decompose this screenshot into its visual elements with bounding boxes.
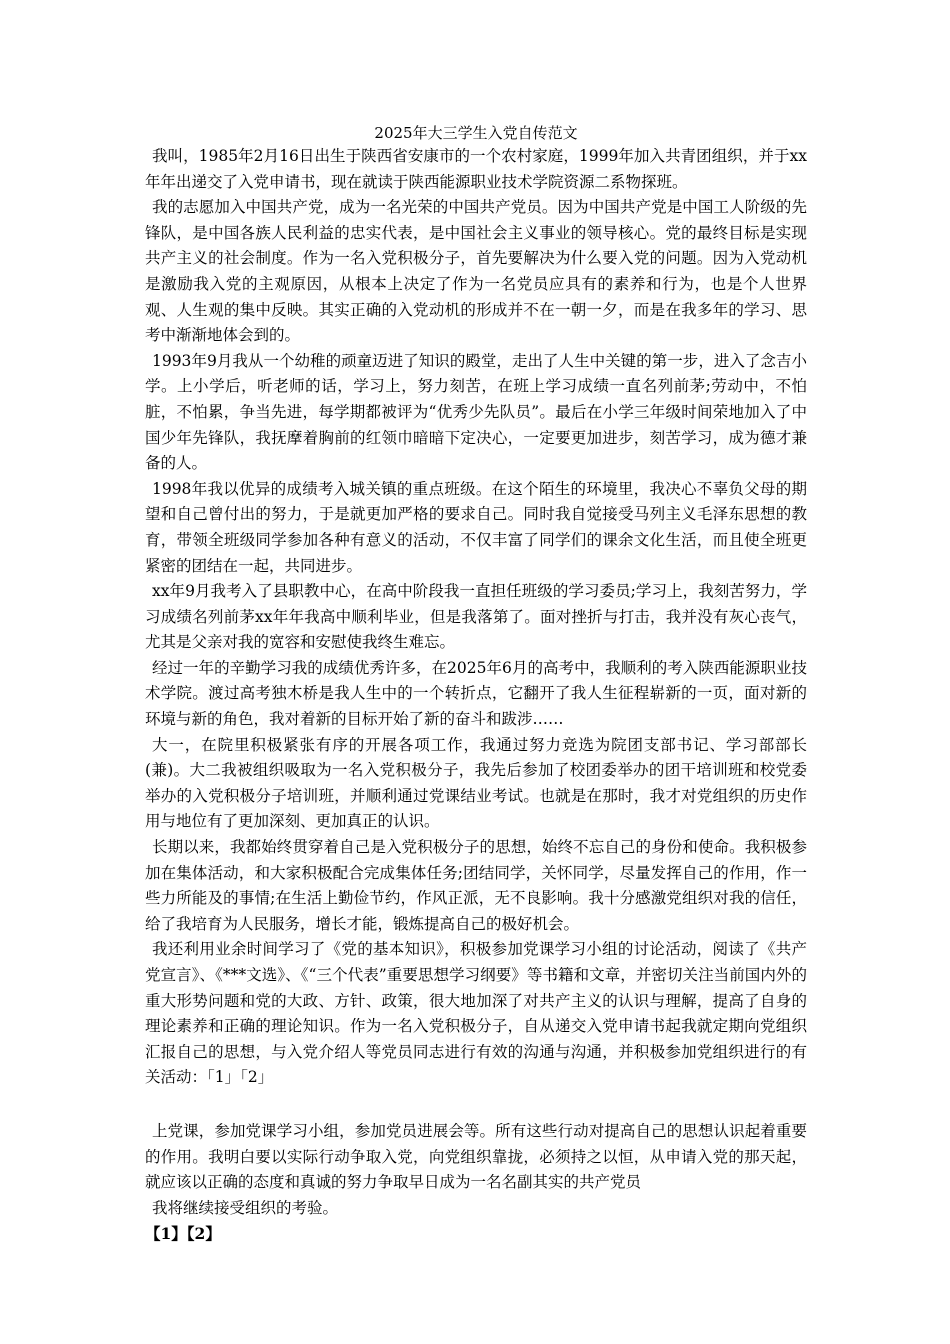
paragraph-continuation: 上党课，参加党课学习小组，参加党员进展会等。所有这些行动对提高自己的思想认识起着重要的作用。我明白要以实际行动争取入党，向党组织靠拢，必须持之以恒，从申请入党的那天起，就应该以正确的态度和真诚的努力争取早日成为一名名副其实的共产党员 (145, 1121, 807, 1192)
pagination (145, 1221, 807, 1247)
paragraph-aspiration: 我的志愿加入中国共产党，成为一名光荣的中国共产党员。因为中国共产党是中国工人阶级的先锋队，是中国各族人民利益的忠实代表，是中国社会主义事业的领导核心。党的最终目标是实现共产主义的社会制度。作为一名入党积极分子，首先要解决为什么要入党的问题。因为入党动机是激励我入党的主观原因，从根本上决定了作为一名党员应具有的素养和行为，也是个人世界观、人生观的集中反映。其实正确的入党动机的形成并不在一朝一夕，而是在我多年的学习、思考中渐渐地体会到的。 (145, 198, 807, 345)
paragraph-study: 我还利用业余时间学习了《党的基本知识》，积极参加党课学习小组的讨论活动，阅读了《共产党宣言》、《***文选》、《“三个代表”重要思想学习纲要》等书籍和文章，并密切关注当前国内外的重大形势问题和党的大政、方针、政策，很大地加深了对共产主义的认识与理解，提高了自身的理论素养和正确的理论知识。作为一名入党积极分子，自从递交入党申请书起我就定期向党组织汇报自己的思想，与入党介绍人等党员同志进行有效的沟通与沟通，并积极参加党组织进行的有关活动：「1」「2」 (145, 940, 807, 1087)
paragraph-college-entry: 经过一年的辛勤学习我的成绩优秀许多，在2025年6月的高考中，我顺利的考入陕西能源职业技术学院。渡过高考独木桥是我人生中的一个转折点，它翻开了我人生征程崭新的一页，面对新的环境与新的角色，我对着新的目标开始了新的奋斗和跋涉…… (145, 658, 807, 729)
paragraph-middle-school: 1998年我以优异的成绩考入城关镇的重点班级。在这个陌生的环境里，我决心不辜负父母的期望和自己曾付出的努力，于是就更加严格的要求自己。同时我自觉接受马列主义毛泽东思想的教育，带领全班级同学参加各种有意义的活动，不仅丰富了同学们的课余文化生活，而且使全班更紧密的团结在一起，共同进步。 (145, 479, 807, 575)
paragraph-primary-school: 1993年9月我从一个幼稚的顽童迈进了知识的殿堂，走出了人生中关键的第一步，进入了念吉小学。上小学后，听老师的话，学习上，努力刻苦，在班上学习成绩一直名列前茅;劳动中，不怕脏，不怕累，争当先进，每学期都被评为“优秀少先队员”。最后在小学三年级时间荣地加入了中国少年先锋队，我抚摩着胸前的红领巾暗暗下定决心，一定要更加进步，刻苦学习，成为德才兼备的人。 (145, 351, 807, 473)
paragraph-intro: 我叫，1985年2月16日出生于陕西省安康市的一个农村家庭，1999年加入共青团组织，并于xx年年出递交了入党申请书，现在就读于陕西能源职业技术学院资源二系物探班。 (145, 147, 807, 191)
document-page (145, 122, 807, 1247)
page-link-1[interactable]: 【1】 (145, 1224, 187, 1244)
page-link-2[interactable]: 【2】 (186, 1224, 221, 1244)
paragraph-closing: 我将继续接受组织的考验。 (151, 1198, 338, 1217)
paragraph-college-work: 大一，在院里积极紧张有序的开展各项工作，我通过努力竞选为院团支部书记、学习部部长(兼)。大二我被组织吸取为一名入党积极分子，我先后参加了校团委举办的团干培训班和校党委举办的入党积极分子培训班，并顺利通过党课结业考试。也就是在那时，我才对党组织的历史作用与地位有了更加深刻、更加真正的认识。 (145, 735, 807, 831)
paragraph-high-school: xx年9月我考入了县职教中心，在高中阶段我一直担任班级的学习委员;学习上，我刻苦努力，学习成绩名列前茅xx年年我高中顺利毕业，但是我落第了。面对挫折与打击，我并没有灰心丧气，尤其是父亲对我的宽容和安慰使我终生难忘。 (145, 582, 807, 652)
section-spacer (145, 1091, 807, 1119)
paragraph-long-term: 长期以来，我都始终贯穿着自己是入党积极分子的思想，始终不忘自己的身份和使命。我积极参加在集体活动，和大家积极配合完成集体任务;团结同学，关怀同学，尽量发挥自己的作用，作一些力所能及的事情;在生活上勤俭节约，作风正派，无不良影响。我十分感激党组织对我的信任，给了我培育为人民服务，增长才能，锻炼提高自己的极好机会。 (145, 838, 807, 933)
document-title: 2025年大三学生入党自传范文 (374, 124, 578, 142)
